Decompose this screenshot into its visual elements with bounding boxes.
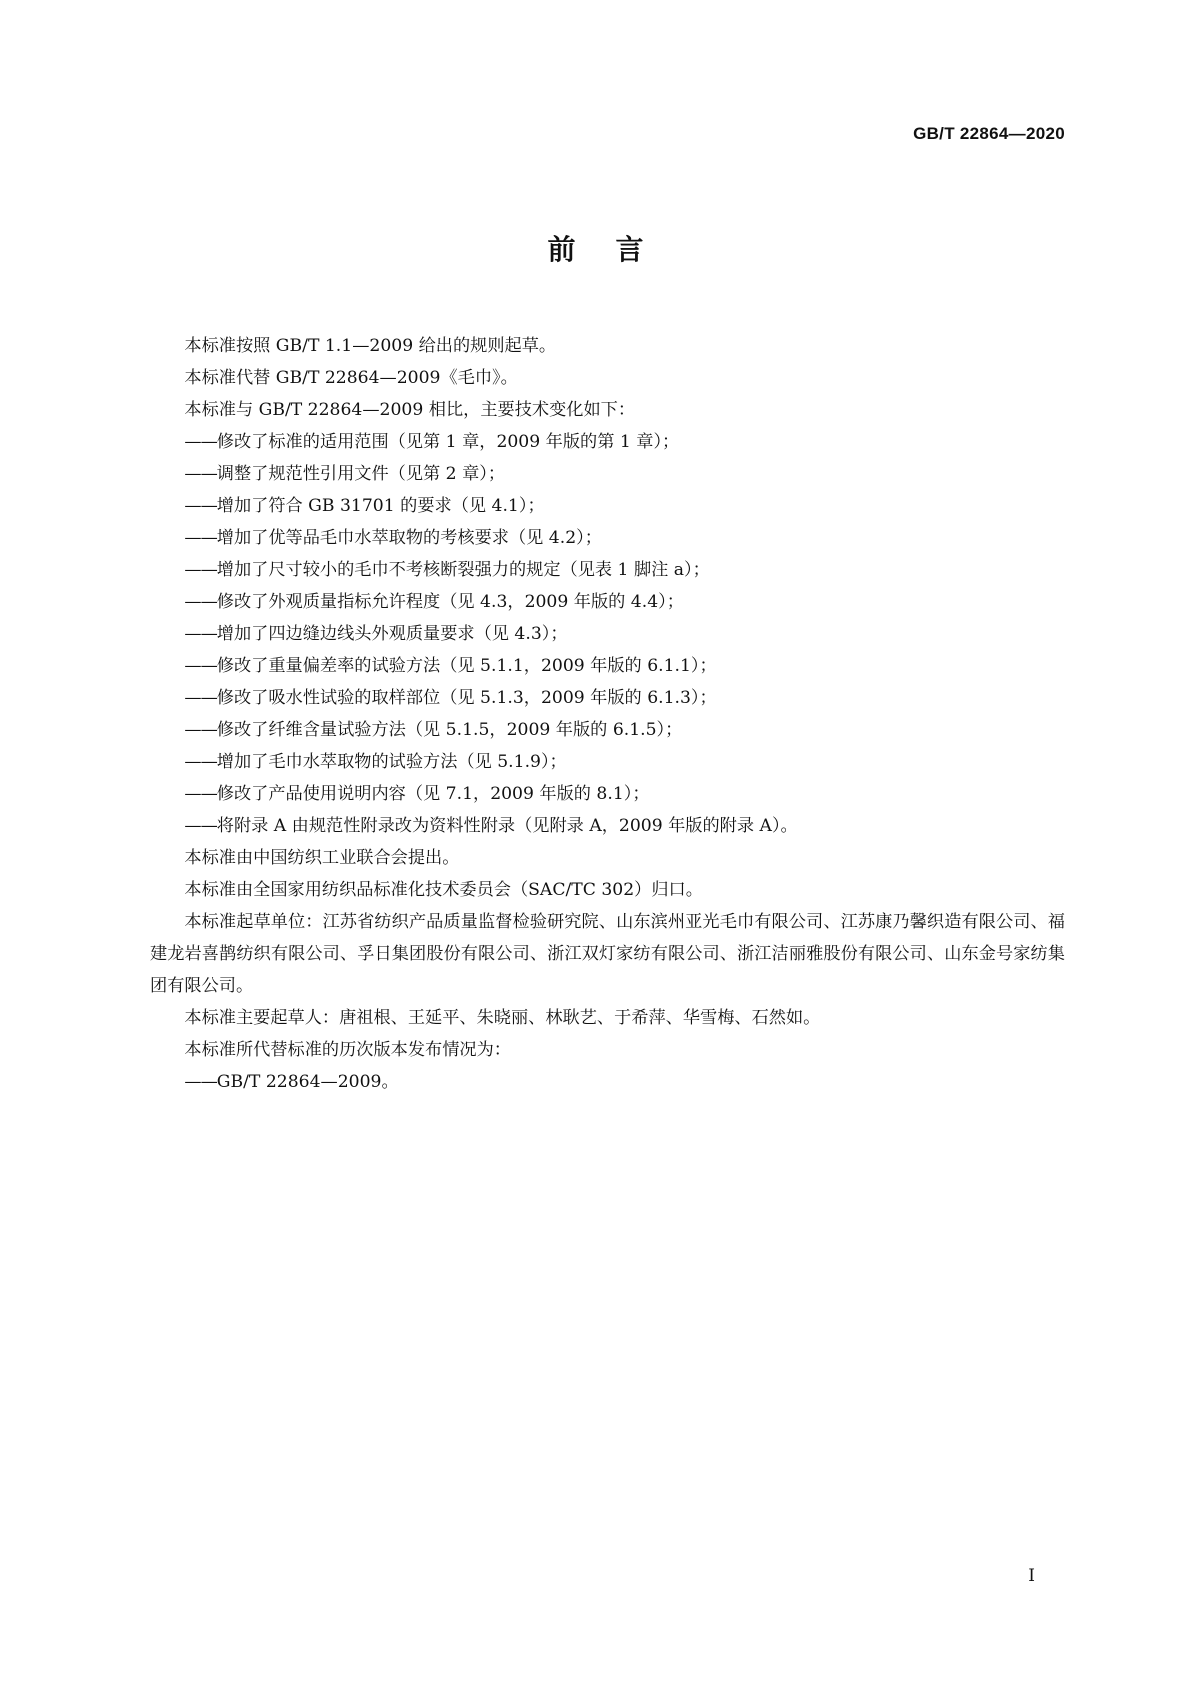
dash-mark: ——: [184, 464, 217, 484]
dash-mark: ——: [184, 560, 217, 580]
change-item-text: 增加了优等品毛巾水萃取物的考核要求（见 4.2）；: [216, 528, 602, 548]
standard-code: GB/T 22864—2020: [913, 124, 1065, 143]
change-item-text: 修改了重量偏差率的试验方法（见 5.1.1，2009 年版的 6.1.1）；: [216, 656, 717, 676]
change-item-text: 修改了纤维含量试验方法（见 5.1.5，2009 年版的 6.1.5）；: [216, 720, 683, 740]
change-item: [150, 746, 1065, 778]
change-item-text: 修改了吸水性试验的取样部位（见 5.1.3，2009 年版的 6.1.3）；: [216, 688, 717, 708]
change-item-text: 增加了符合 GB 31701 的要求（见 4.1）；: [216, 496, 545, 516]
change-item: [150, 586, 1065, 618]
change-item: [150, 554, 1065, 586]
page-title: 前言: [547, 233, 684, 266]
change-item: [150, 522, 1065, 554]
dash-mark: ——: [184, 688, 217, 708]
paragraph-administered-by: 本标准由全国家用纺织品标准化技术委员会（SAC/TC 302）归口。: [184, 880, 703, 900]
change-item-text: 修改了外观质量指标允许程度（见 4.3，2009 年版的 4.4）；: [216, 592, 684, 612]
dash-mark: ——: [184, 496, 217, 516]
page-number: I: [1028, 1566, 1035, 1586]
change-item-text: 增加了四边缝边线头外观质量要求（见 4.3）；: [216, 624, 568, 644]
paragraph-replaces: 本标准代替 GB/T 22864—2009《毛巾》。: [184, 368, 518, 388]
change-item-text: 调整了规范性引用文件（见第 2 章）；: [216, 464, 506, 484]
dash-mark: ——: [184, 1072, 217, 1092]
change-item-text: 增加了毛巾水萃取物的试验方法（见 5.1.9）；: [216, 752, 567, 772]
change-item: [150, 490, 1065, 522]
paragraph-proposed-by: 本标准由中国纺织工业联合会提出。: [184, 848, 460, 868]
paragraph-main-drafters: 本标准主要起草人：唐祖根、王延平、朱晓丽、林耿艺、于希萍、华雪梅、石然如。: [184, 1008, 821, 1028]
paragraph-drafting-rules: 本标准按照 GB/T 1.1—2009 给出的规则起草。: [184, 336, 557, 356]
change-item-text: 修改了产品使用说明内容（见 7.1，2009 年版的 8.1）；: [216, 784, 650, 804]
dash-mark: ——: [184, 592, 217, 612]
dash-mark: ——: [184, 816, 217, 836]
paragraph-history-intro: 本标准所代替标准的历次版本发布情况为：: [184, 1040, 511, 1060]
dash-mark: ——: [184, 624, 217, 644]
change-item: [150, 810, 1065, 842]
change-item: [150, 778, 1065, 810]
paragraph-drafting-units: 本标准起草单位：江苏省纺织产品质量监督检验研究院、山东滨州亚光毛巾有限公司、江苏康乃馨织造有限公司、福建龙岩喜鹊纺织有限公司、孚日集团股份有限公司、浙江双灯家纺有限公司、浙江洁丽雅股份有限公司、山东金号家纺集团有限公司。: [150, 912, 1065, 996]
change-item-text: 增加了尺寸较小的毛巾不考核断裂强力的规定（见表 1 脚注 a）；: [216, 560, 710, 580]
change-item-text: 将附录 A 由规范性附录改为资料性附录（见附录 A，2009 年版的附录 A）。: [216, 816, 798, 836]
dash-mark: ——: [184, 432, 217, 452]
paragraph-changes-intro: 本标准与 GB/T 22864—2009 相比，主要技术变化如下：: [184, 400, 636, 420]
history-item-text: GB/T 22864—2009。: [216, 1072, 399, 1092]
change-item: [150, 618, 1065, 650]
dash-mark: ——: [184, 784, 217, 804]
dash-mark: ——: [184, 656, 217, 676]
change-item: [150, 682, 1065, 714]
dash-mark: ——: [184, 528, 217, 548]
change-item: [150, 458, 1065, 490]
change-item: [150, 426, 1065, 458]
history-item: [150, 1066, 1065, 1098]
change-item: [150, 650, 1065, 682]
dash-mark: ——: [184, 720, 217, 740]
change-item-text: 修改了标准的适用范围（见第 1 章，2009 年版的第 1 章）；: [216, 432, 680, 452]
foreword-body: [150, 330, 1065, 1098]
dash-mark: ——: [184, 752, 217, 772]
change-item: [150, 714, 1065, 746]
